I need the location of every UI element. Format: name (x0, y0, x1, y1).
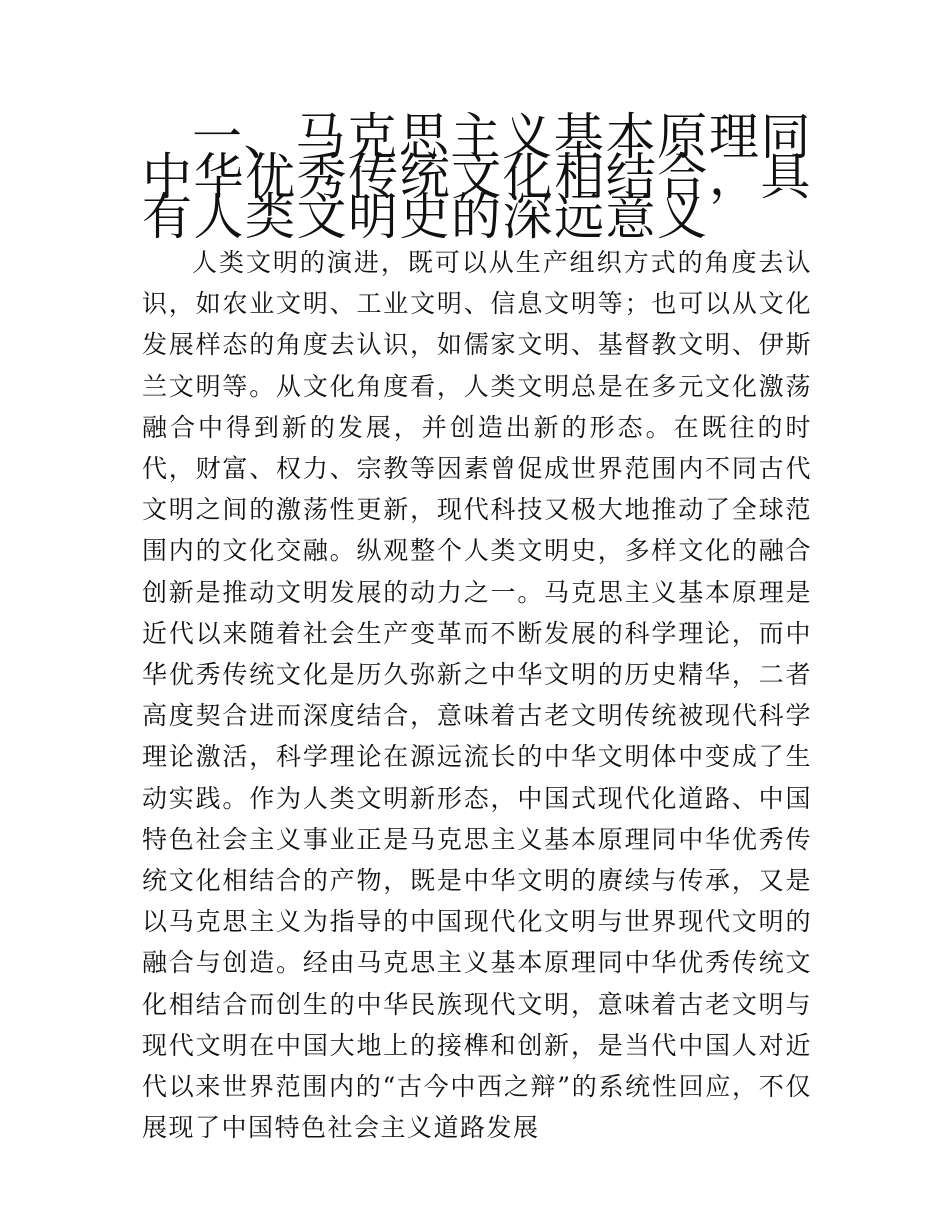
document-body (142, 108, 812, 1148)
body-paragraph: 人类文明的演进，既可以从生产组织方式的角度去认识，如农业文明、工业文明、信息文明等；也可以从文化发展样态的角度去认识，如儒家文明、基督教文明、伊斯兰文明等。从文化角度看，人类文明总是在多元文化激荡融合中得到新的发展，并创造出新的形态。在既往的时代，财富、权力、宗教等因素曾促成世界范围内不同古代文明之间的激荡性更新，现代科技又极大地推动了全球范围内的文化交融。纵观整个人类文明史，多样文化的融合创新是推动文明发展的动力之一。马克思主义基本原理是近代以来随着社会生产变革而不断发展的科学理论，而中华优秀传统文化是历久弥新之中华文明的历史精华，二者高度契合进而深度结合，意味着古老文明传统被现代科学理论激活，科学理论在源远流长的中华文明体中变成了生动实践。作为人类文明新形态，中国式现代化道路、中国特色社会主义事业正是马克思主义基本原理同中华优秀传统文化相结合的产物，既是中华文明的赓续与传承，又是以马克思主义为指导的中国现代化文明与世界现代文明的融合与创造。经由马克思主义基本原理同中华优秀传统文化相结合而创生的中华民族现代文明，意味着古老文明与现代文明在中国大地上的接榫和创新，是当代中国人对近代以来世界范围内的“古今中西之辩”的系统性回应，不仅展现了中国特色社会主义道路发展 (142, 248, 812, 1143)
section-heading: 一、马克思主义基本原理同中华优秀传统文化相结合，具有人类文明史的深远意义 (142, 108, 812, 246)
